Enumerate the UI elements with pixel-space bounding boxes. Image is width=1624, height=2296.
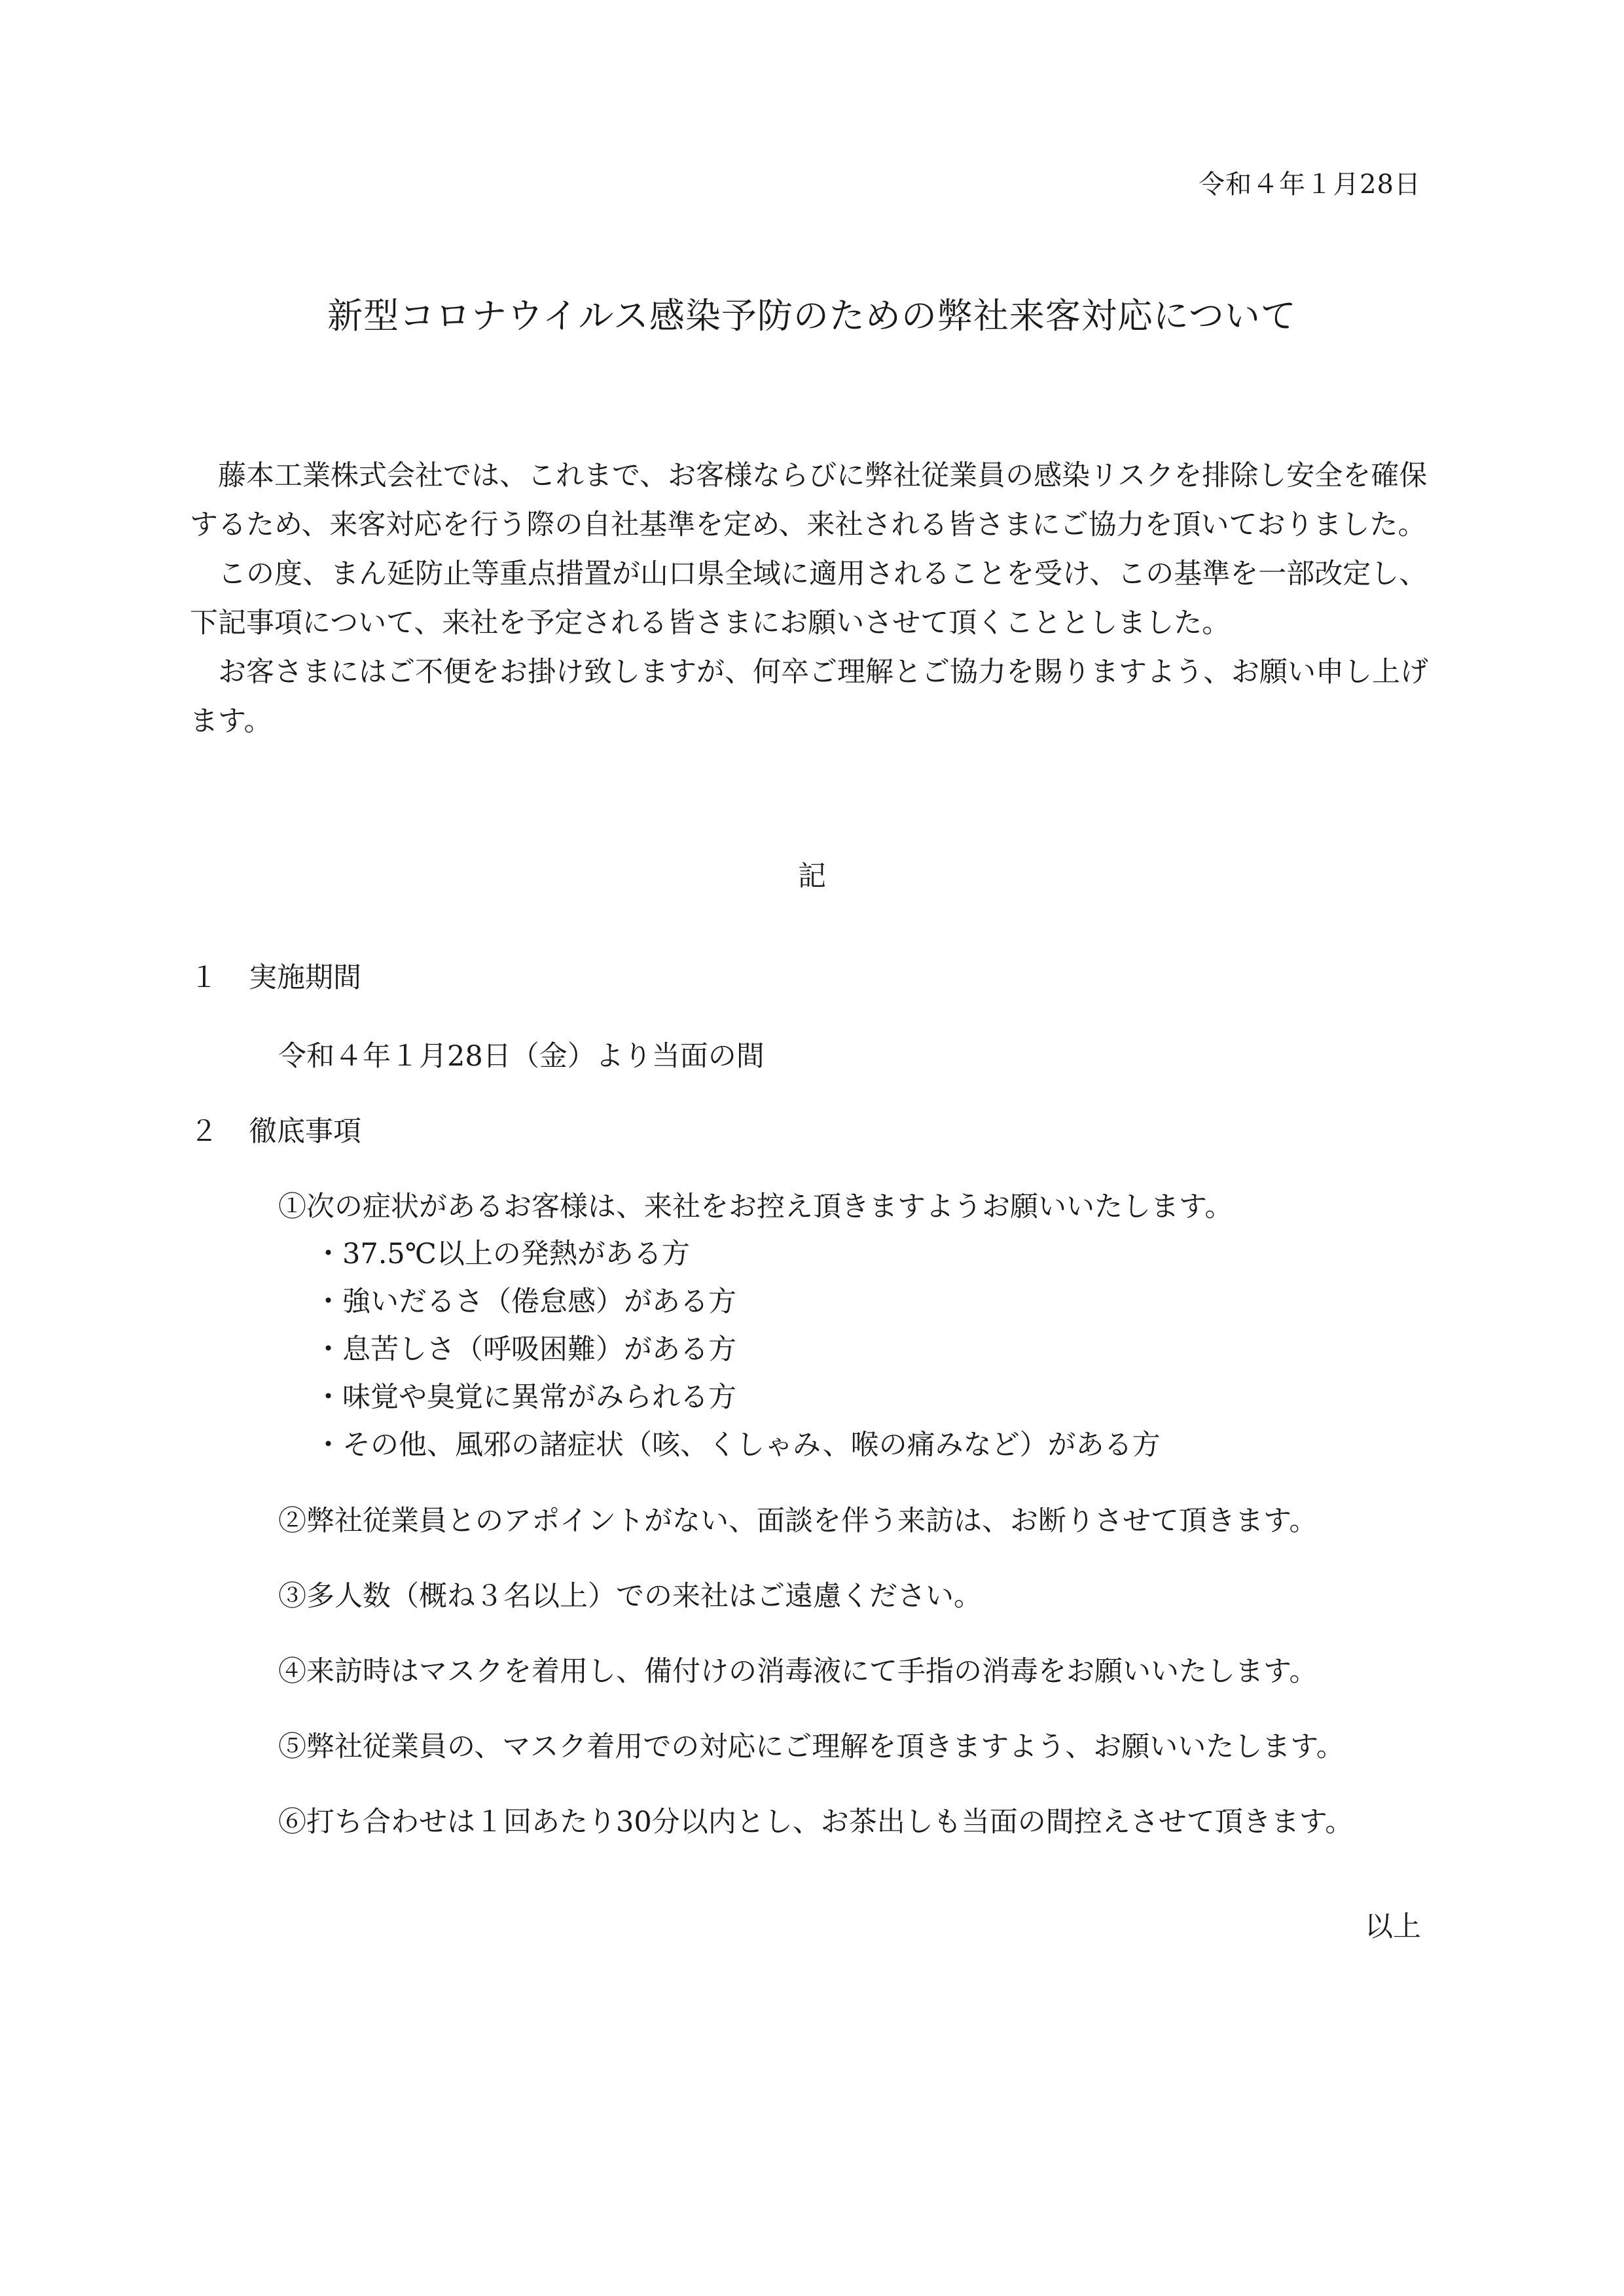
- body-paragraphs: [190, 452, 1434, 746]
- section-2-heading: [190, 1109, 361, 1149]
- symptom-item: ・強いだるさ（倦怠感）がある方: [314, 1285, 736, 1318]
- closing-text: 以上: [1365, 1910, 1421, 1943]
- item-1: ①次の症状があるお客様は、来社をお控え頂きますようお願いいたします。: [278, 1191, 1233, 1223]
- section-number: ２: [190, 1115, 218, 1148]
- document-date: 令和４年１月28日: [1199, 170, 1421, 200]
- item-3: ③多人数（概ね３名以上）での来社はご遠慮ください。: [278, 1580, 982, 1613]
- section-title: 実施期間: [249, 961, 361, 994]
- symptom-item: ・37.5℃以上の発熱がある方: [314, 1238, 690, 1270]
- item-5: ⑤弊社従業員の、マスク着用での対応にご理解を頂きますよう、お願いいたします。: [278, 1731, 1344, 1763]
- symptom-item: ・味覚や臭覚に異常がみられる方: [314, 1381, 736, 1414]
- body-paragraph: 藤本工業株式会社では、これまで、お客様ならびに弊社従業員の感染リスクを排除し安全を確保するため、来客対応を行う際の自社基準を定め、来社される皆さまにご協力を頂いておりました。: [190, 459, 1428, 541]
- symptom-item: ・その他、風邪の諸症状（咳、くしゃみ、喉の痛みなど）がある方: [314, 1429, 1161, 1462]
- document-title: 新型コロナウイルス感染予防のための弊社来客対応について: [327, 295, 1297, 336]
- body-paragraph: この度、まん延防止等重点措置が山口県全域に適用されることを受け、この基準を一部改定し、下記事項について、来社を予定される皆さまにお願いさせて頂くこととしました。: [190, 558, 1428, 639]
- item-4: ④来訪時はマスクを着用し、備付けの消毒液にて手指の消毒をお願いいたします。: [278, 1655, 1318, 1688]
- symptom-item: ・息苦しさ（呼吸困難）がある方: [314, 1333, 736, 1366]
- body-paragraph: お客さまにはご不便をお掛け致しますが、何卒ご理解とご協力を賜りますよう、お願い申し上げます。: [190, 656, 1428, 738]
- section-1-content: 令和４年１月28日（金）より当面の間: [278, 1040, 765, 1073]
- section-title: 徹底事項: [249, 1115, 361, 1148]
- section-number: １: [190, 961, 218, 994]
- ki-heading: 記: [798, 860, 826, 893]
- item-2: ②弊社従業員とのアポイントがない、面談を伴う来訪は、お断りさせて頂きます。: [278, 1505, 1318, 1537]
- item-6: ⑥打ち合わせは１回あたり30分以内とし、お茶出しも当面の間控えさせて頂きます。: [278, 1806, 1354, 1839]
- section-1-heading: [190, 956, 361, 996]
